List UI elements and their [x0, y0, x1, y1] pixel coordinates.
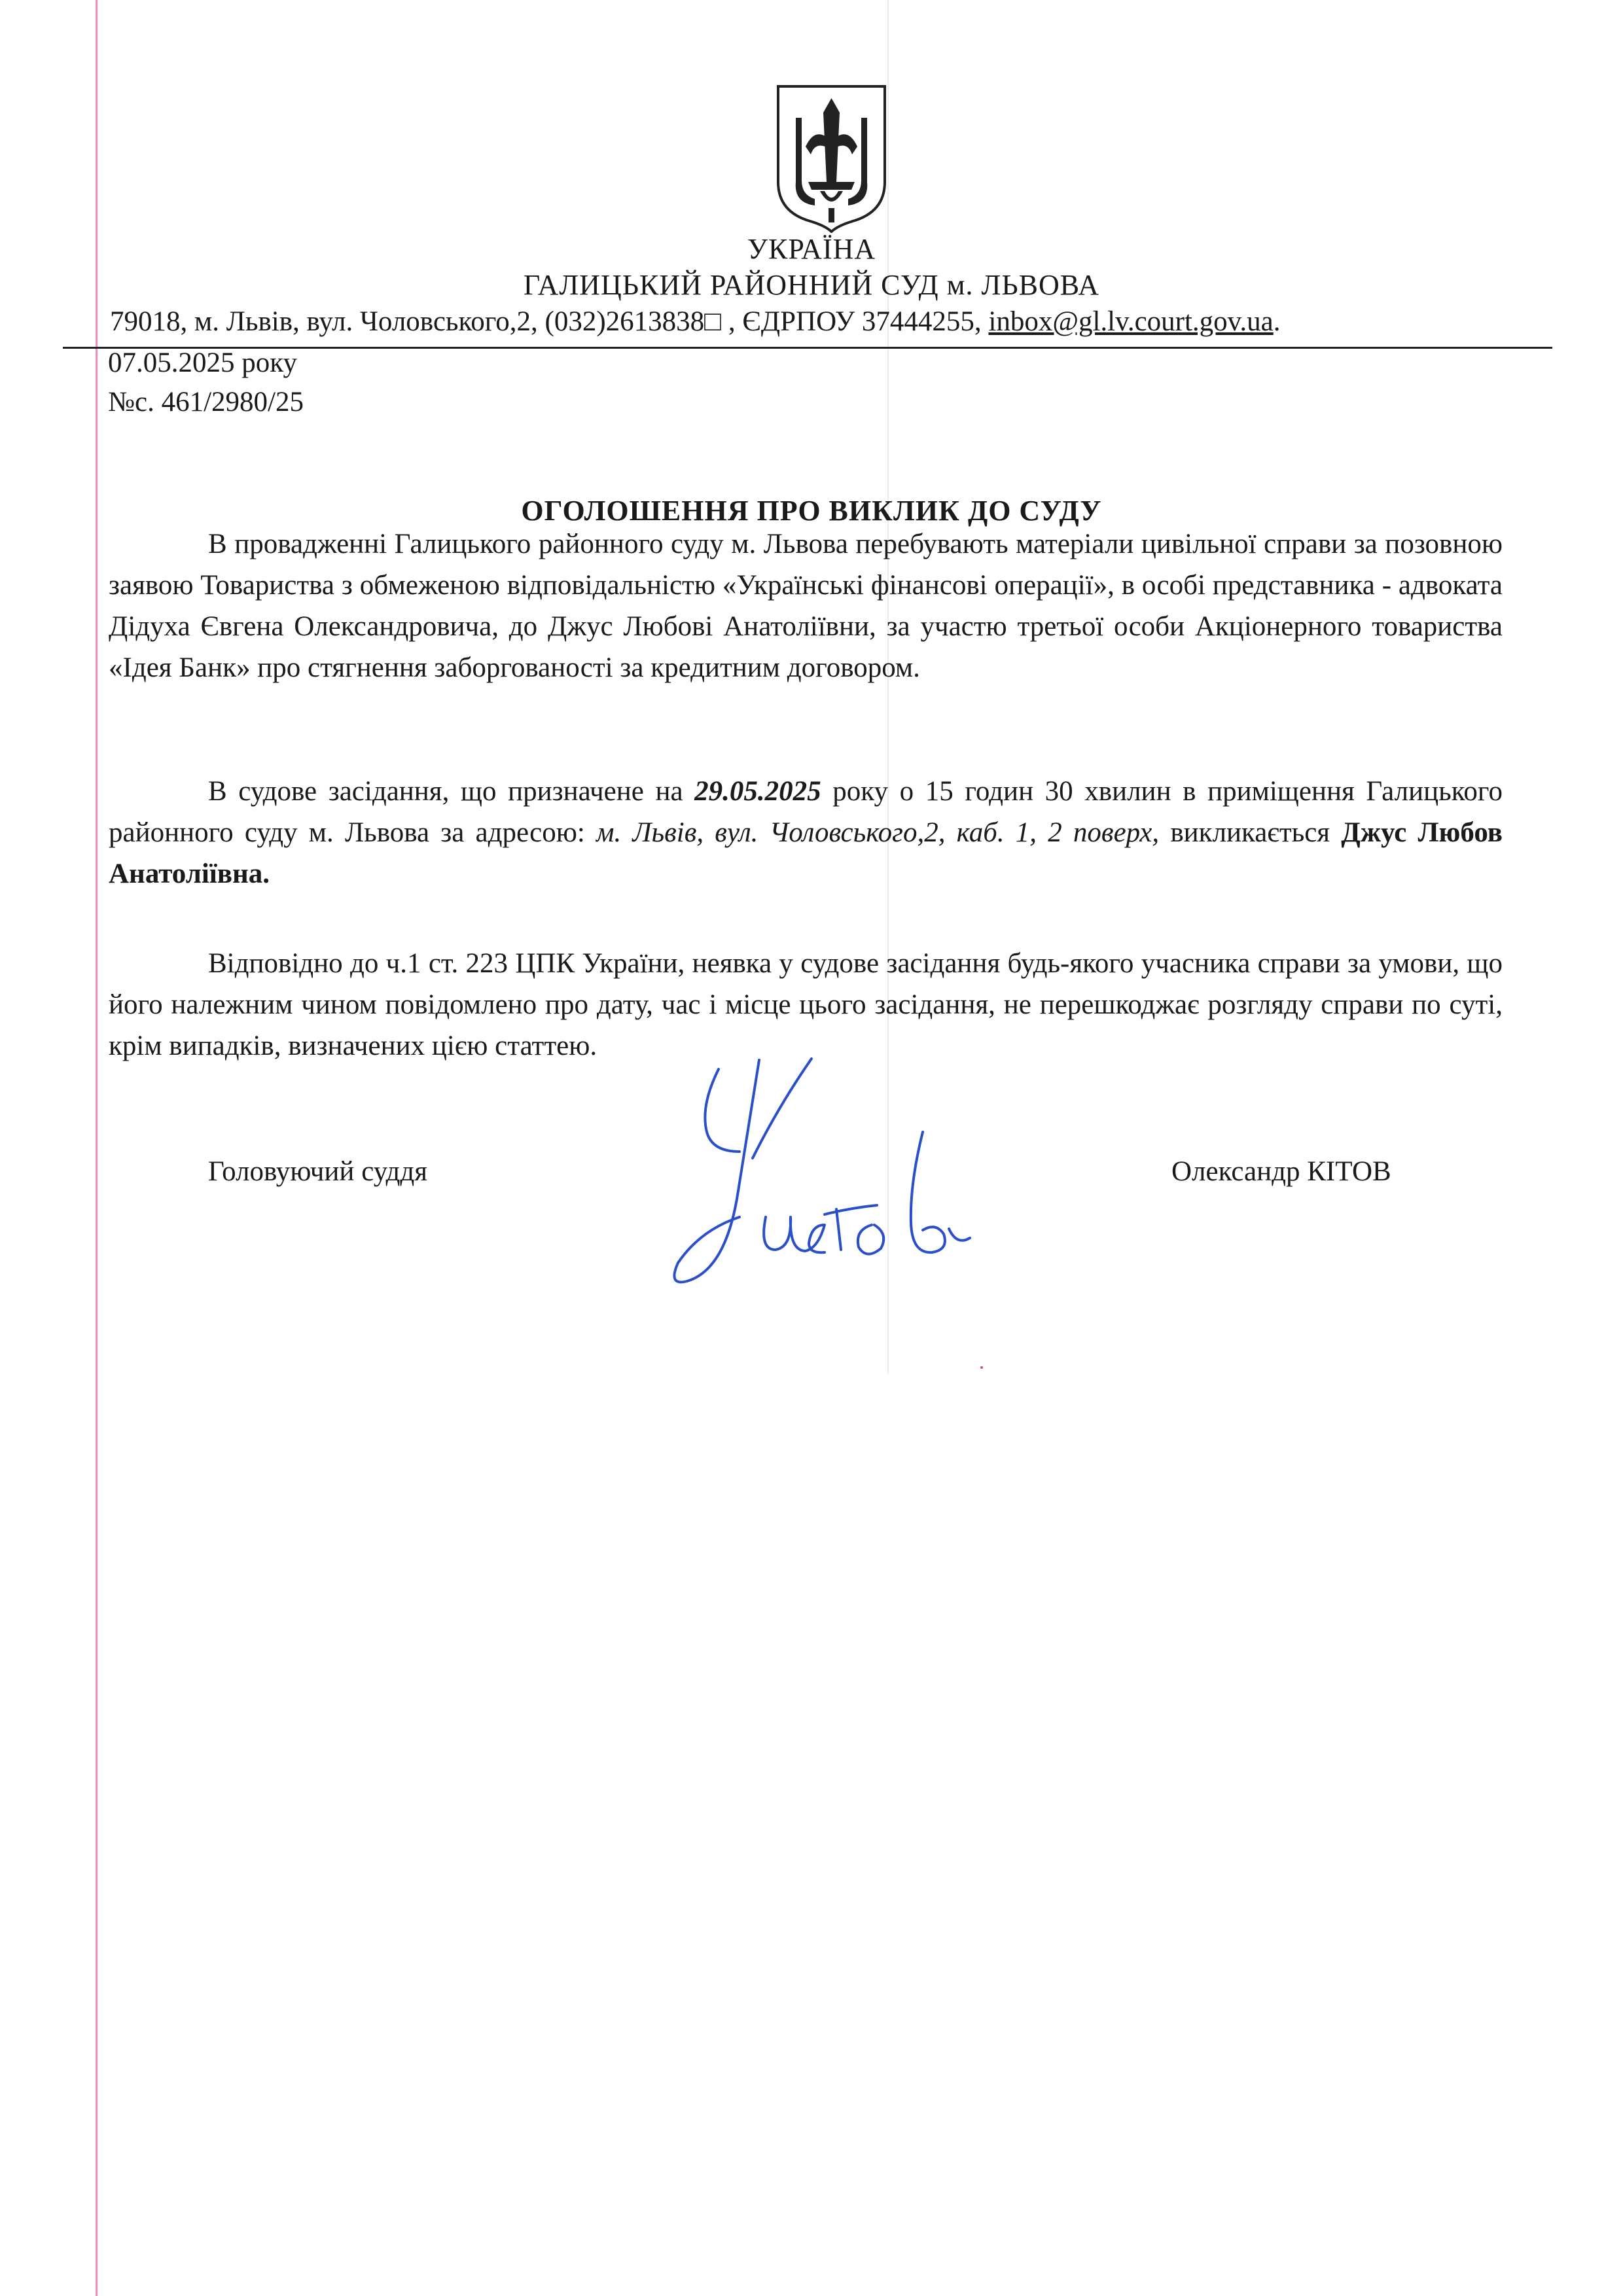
scan-speck — [980, 1366, 983, 1369]
court-address: 79018, м. Львів, вул. Чоловського,2, (032)2613838□ , ЄДРПОУ 37444255, — [110, 306, 989, 337]
court-email-link[interactable]: inbox@gl.lv.court.gov.ua — [988, 306, 1274, 337]
scan-margin-line — [96, 0, 98, 2296]
case-number: №с. 461/2980/25 — [108, 387, 304, 417]
paragraph-case-description: В провадженні Галицького районного суду м. Львова перебувають матеріали цивільної справи за позовною заявою Товариства з обмеженою відповідальністю «Українські фінансові операції», в особі представника - адвоката Дідуха Євгена Олександровича, до Джус Любові Анатоліївни, за участю третьої особи Акціонерного товариства «Ідея Банк» про стягнення заборгованості за кредитним договором. — [109, 529, 1503, 683]
address-line-period: . — [1273, 306, 1281, 337]
hearing-date: 29.05.2025 — [694, 776, 821, 807]
summons-text-part3: викликається — [1159, 817, 1342, 848]
hearing-address: м. Львів, вул. Чоловського,2, каб. 1, 2 поверх, — [596, 817, 1160, 848]
coat-of-arms-emblem — [774, 84, 889, 233]
judge-name: Олександр КІТОВ — [1171, 1156, 1391, 1187]
summons-text-part2: року о 15 годин 30 хвилин в приміщення Галицького районного суду м. Львова за адресою: — [109, 776, 1503, 848]
country-heading: УКРАЇНА — [747, 233, 876, 265]
summons-text-part1: В судове засідання, що призначене на — [208, 776, 695, 807]
court-name-heading: ГАЛИЦЬКИЙ РАЙОННИЙ СУД м. ЛЬВОВА — [523, 269, 1100, 301]
paragraph-hearing-summons — [109, 771, 1503, 894]
document-date: 07.05.2025 року — [108, 347, 298, 378]
summoned-person-name: Джус Любов Анатоліївна. — [109, 817, 1503, 889]
court-address-line — [110, 306, 1280, 338]
paragraph-legal-notice: Відповідно до ч.1 ст. 223 ЦПК України, неявка у судове засідання будь-якого учасника справи за умови, що його належним чином повідомлено про дату, час і місце цього засідання, не перешкоджає розгляду справи по суті, крім випадків, визначених цією статтею. — [109, 948, 1503, 1061]
judge-role: Головуючий суддя — [208, 1156, 428, 1187]
judge-signature — [661, 1053, 1001, 1296]
document-title: ОГОЛОШЕННЯ ПРО ВИКЛИК ДО СУДУ — [521, 495, 1102, 527]
